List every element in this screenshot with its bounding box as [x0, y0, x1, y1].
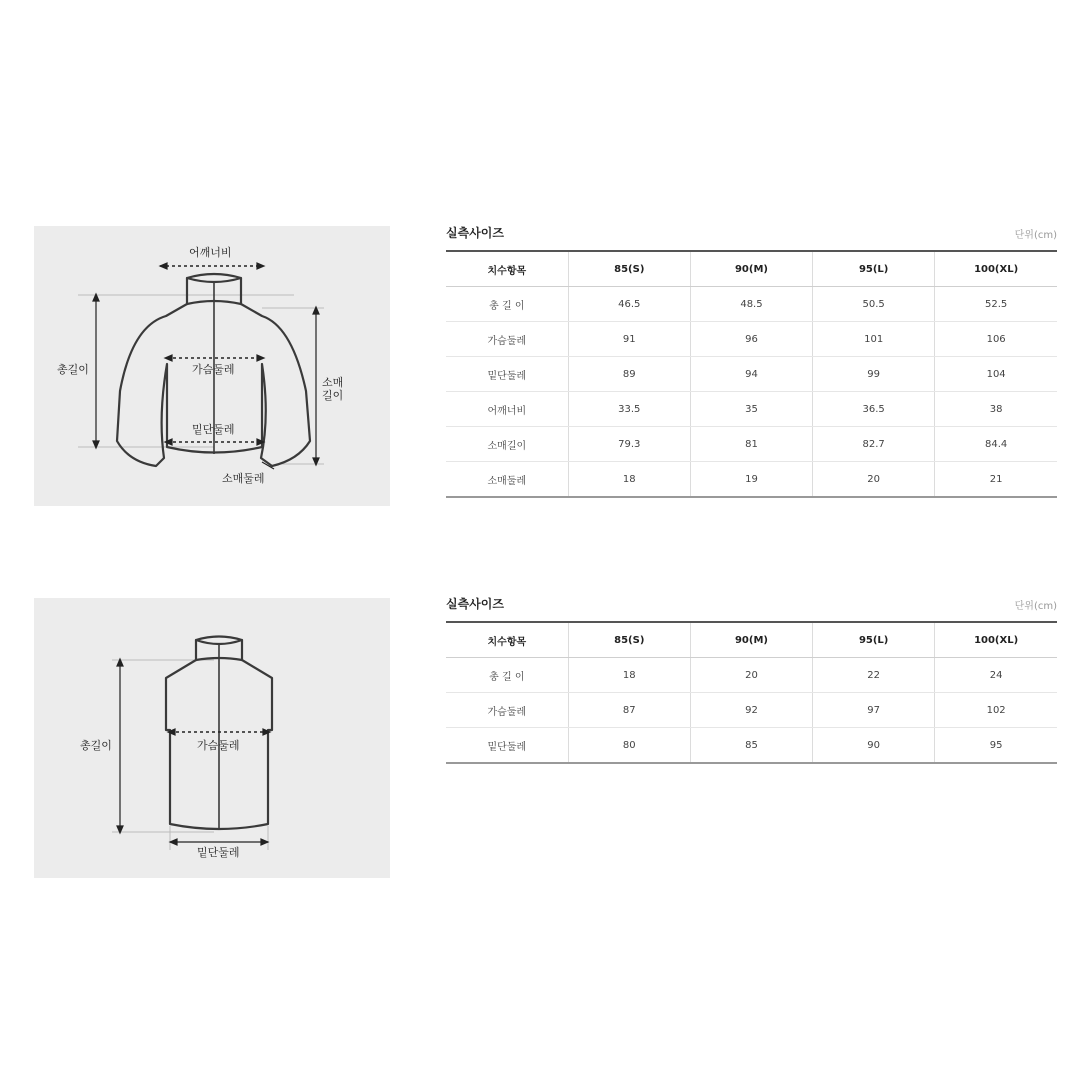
cell: 104 [935, 357, 1057, 392]
label-hem: 밑단둘레 [192, 423, 235, 436]
cell: 96 [690, 322, 812, 357]
label-chest: 가슴둘레 [197, 739, 240, 752]
cell: 101 [813, 322, 935, 357]
table-header-row [446, 251, 1057, 287]
cell: 95 [935, 728, 1057, 764]
row-label: 소매둘레 [446, 462, 568, 498]
label-total-length: 총길이 [57, 363, 89, 376]
cell: 21 [935, 462, 1057, 498]
vest-illustration [34, 598, 390, 878]
cell: 18 [568, 462, 690, 498]
vest-diagram-panel [34, 598, 390, 878]
cell: 52.5 [935, 287, 1057, 322]
row-label: 가슴둘레 [446, 322, 568, 357]
header-size-m: 90(M) [690, 622, 812, 658]
cell: 106 [935, 322, 1057, 357]
cell: 33.5 [568, 392, 690, 427]
header-size-s: 85(S) [568, 622, 690, 658]
cell: 84.4 [935, 427, 1057, 462]
unit-label: 단위(cm) [1014, 601, 1057, 612]
table-header-row [446, 622, 1057, 658]
cell: 18 [568, 658, 690, 693]
header-size-s: 85(S) [568, 251, 690, 287]
header-size-xl: 100(XL) [935, 251, 1057, 287]
cell: 81 [690, 427, 812, 462]
label-total-length: 총길이 [80, 739, 112, 752]
row-label: 소매길이 [446, 427, 568, 462]
table-row [446, 322, 1057, 357]
cell: 24 [935, 658, 1057, 693]
cell: 92 [690, 693, 812, 728]
row-label: 총 길 이 [446, 658, 568, 693]
label-shoulder-width: 어깨너비 [189, 246, 232, 259]
row-label: 어깨너비 [446, 392, 568, 427]
label-sleeve-length-2: 길이 [322, 389, 344, 402]
cell: 38 [935, 392, 1057, 427]
cell: 97 [813, 693, 935, 728]
cell: 50.5 [813, 287, 935, 322]
jacket-size-table [446, 250, 1057, 498]
cell: 87 [568, 693, 690, 728]
cell: 79.3 [568, 427, 690, 462]
header-item: 치수항목 [446, 251, 568, 287]
cell: 99 [813, 357, 935, 392]
cell: 102 [935, 693, 1057, 728]
unit-label: 단위(cm) [1014, 230, 1057, 241]
table-row [446, 287, 1057, 322]
label-hem: 밑단둘레 [197, 846, 240, 859]
cell: 20 [813, 462, 935, 498]
row-label: 총 길 이 [446, 287, 568, 322]
header-size-l: 95(L) [813, 622, 935, 658]
cell: 35 [690, 392, 812, 427]
table-row [446, 728, 1057, 764]
cell: 46.5 [568, 287, 690, 322]
header-item: 치수항목 [446, 622, 568, 658]
cell: 91 [568, 322, 690, 357]
row-label: 밑단둘레 [446, 728, 568, 764]
cell: 20 [690, 658, 812, 693]
cell: 89 [568, 357, 690, 392]
cell: 48.5 [690, 287, 812, 322]
label-cuff: 소매둘레 [222, 472, 265, 485]
cell: 94 [690, 357, 812, 392]
table-row [446, 427, 1057, 462]
header-size-l: 95(L) [813, 251, 935, 287]
table-row [446, 357, 1057, 392]
label-chest: 가슴둘레 [192, 363, 235, 376]
section-title: 실측사이즈 [446, 226, 504, 240]
table-row [446, 462, 1057, 498]
row-label: 가슴둘레 [446, 693, 568, 728]
jacket-diagram-panel [34, 226, 390, 506]
label-sleeve-length-1: 소매 [322, 376, 344, 389]
table-row [446, 693, 1057, 728]
header-size-m: 90(M) [690, 251, 812, 287]
table-row [446, 392, 1057, 427]
cell: 80 [568, 728, 690, 764]
cell: 90 [813, 728, 935, 764]
cell: 82.7 [813, 427, 935, 462]
row-label: 밑단둘레 [446, 357, 568, 392]
vest-size-table [446, 621, 1057, 764]
cell: 36.5 [813, 392, 935, 427]
cell: 85 [690, 728, 812, 764]
header-size-xl: 100(XL) [935, 622, 1057, 658]
table-row [446, 658, 1057, 693]
cell: 19 [690, 462, 812, 498]
cell: 22 [813, 658, 935, 693]
section-title: 실측사이즈 [446, 597, 504, 611]
